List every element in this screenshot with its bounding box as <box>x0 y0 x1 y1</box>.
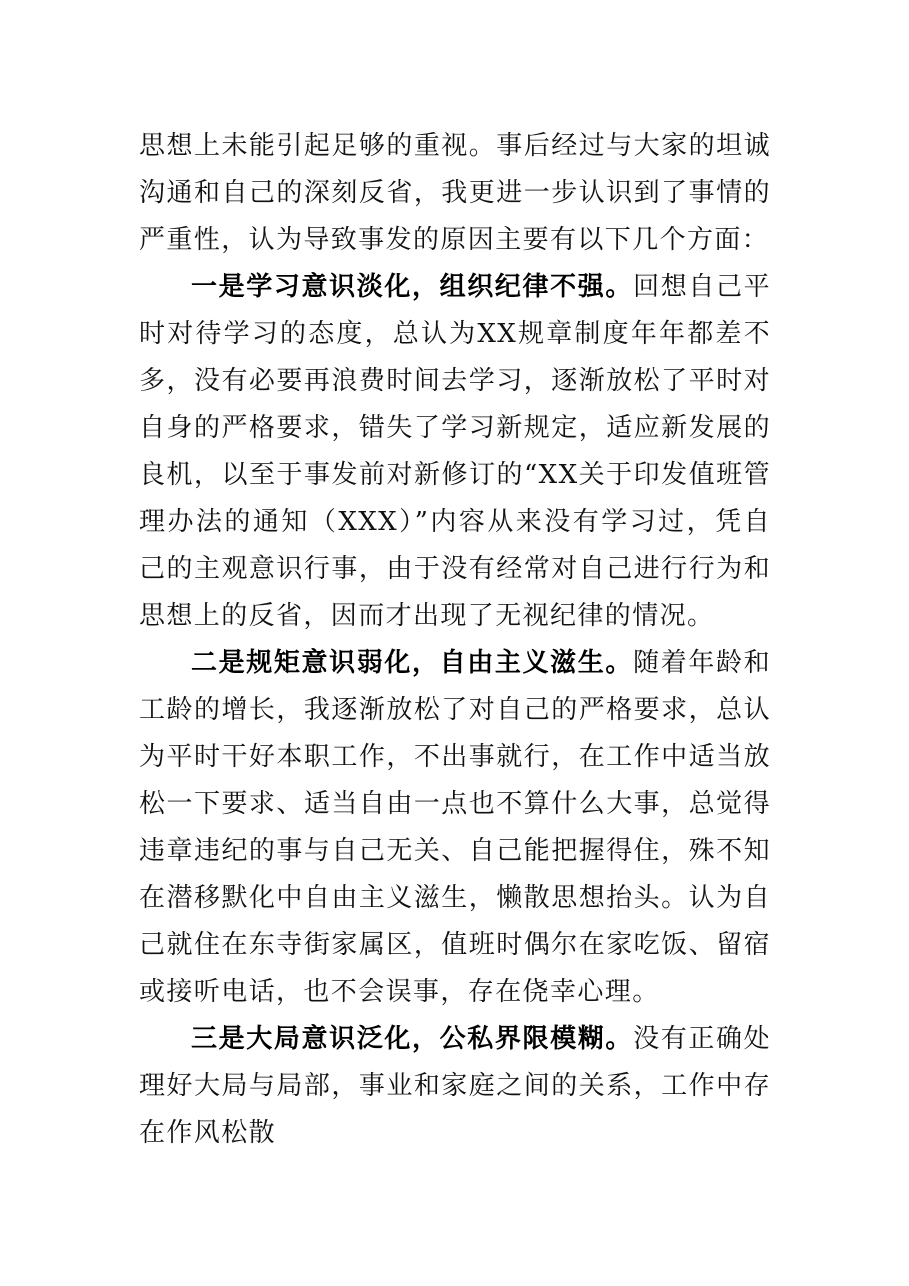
document-body <box>139 123 771 1157</box>
paragraph-text: 思想上未能引起足够的重视。事后经过与大家的坦诚沟通和自己的深刻反省，我更进一步认识到了事情的严重性，认为导致事发的原因主要有以下几个方面： <box>139 131 771 255</box>
paragraph-text: 回想自己平时对待学习的态度，总认为XX规章制度年年都差不多，没有必要再浪费时间去学习，逐渐放松了平时对自身的严格要求，错失了学习新规定，适应新发展的良机，以至于事发前对新修订的“XX关于印发值班管理办法的通知（XXX）”内容从来没有学习过，凭自己的主观意识行事，由于没有经常对自己进行行为和思想上的反省，因而才出现了无视纪律的情况。 <box>139 272 771 631</box>
paragraph-point-three <box>139 1016 771 1157</box>
paragraph-continuation <box>139 123 771 264</box>
paragraph-text: 没有正确处理好大局与局部，事业和家庭之间的关系，工作中存在作风松散 <box>139 1024 771 1148</box>
paragraph-point-one <box>139 264 771 640</box>
paragraph-lead-heading: 三是大局意识泛化，公私界限模糊。 <box>191 1024 634 1054</box>
paragraph-lead-heading: 一是学习意识淡化，组织纪律不强。 <box>191 272 634 302</box>
paragraph-text: 随着年龄和工龄的增长，我逐渐放松了对自己的严格要求，总认为平时干好本职工作，不出事就行，在工作中适当放松一下要求、适当自由一点也不算什么大事，总觉得违章违纪的事与自己无关、自己能把握得住，殊不知在潜移默化中自由主义滋生，懒散思想抬头。认为自己就住在东寺街家属区，值班时偶尔在家吃饭、留宿或接听电话，也不会误事，存在侥幸心理。 <box>139 648 771 1007</box>
paragraph-lead-heading: 二是规矩意识弱化，自由主义滋生。 <box>191 648 634 678</box>
paragraph-point-two <box>139 640 771 1016</box>
